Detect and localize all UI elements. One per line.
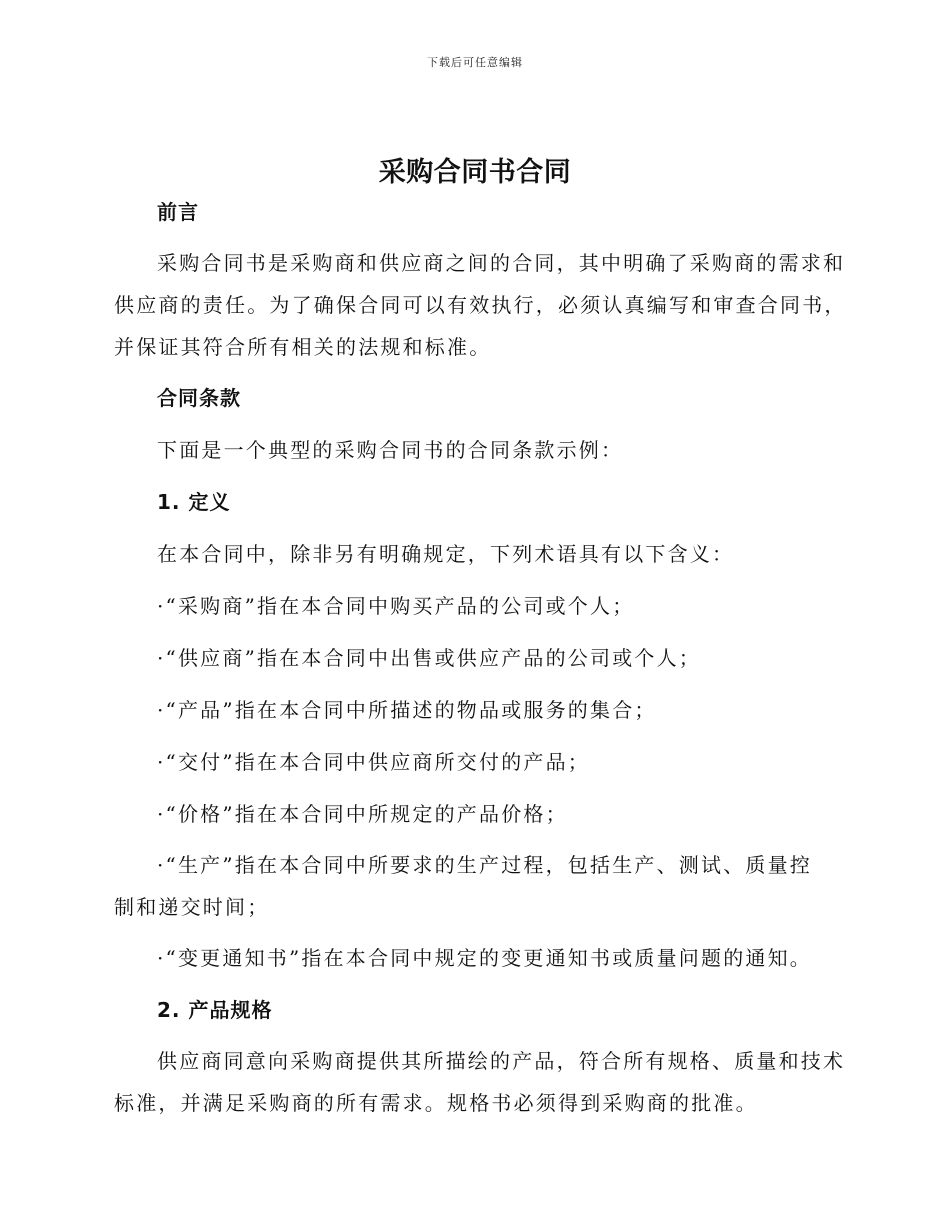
paragraph-line: 在本合同中，除非另有明确规定，下列术语具有以下含义： xyxy=(157,542,735,566)
section-heading-definitions: 1. 定义 xyxy=(157,490,231,514)
document-title: 采购合同书合同 xyxy=(378,157,572,188)
section-heading-preface: 前言 xyxy=(157,200,199,224)
definition-item: ·“采购商”指在本合同中购买产品的公司或个人； xyxy=(157,594,635,618)
definition-item: ·“变更通知书”指在本合同中规定的变更通知书或质量问题的通知。 xyxy=(157,946,813,970)
paragraph-line: 供应商同意向采购商提供其所描绘的产品，符合所有规格、质量和技术 xyxy=(157,1049,846,1073)
header-note: 下载后可任意编辑 xyxy=(427,56,523,69)
paragraph-line: 并保证其符合所有相关的法规和标准。 xyxy=(114,335,492,359)
paragraph-line: 下面是一个典型的采购合同书的合同条款示例： xyxy=(157,438,624,462)
definition-item: ·“产品”指在本合同中所描述的物品或服务的集合； xyxy=(157,698,657,722)
definition-item: ·“生产”指在本合同中所要求的生产过程，包括生产、测试、质量控 xyxy=(157,853,813,877)
paragraph-line: 采购合同书是采购商和供应商之间的合同，其中明确了采购商的需求和 xyxy=(157,251,846,275)
definition-item-continuation: 制和递交时间； xyxy=(114,895,270,919)
paragraph-line: 供应商的责任。为了确保合同可以有效执行，必须认真编写和审查合同书， xyxy=(114,293,847,317)
definition-item: ·“价格”指在本合同中所规定的产品价格； xyxy=(157,802,568,826)
section-heading-spec: 2. 产品规格 xyxy=(157,998,273,1022)
paragraph-line: 标准，并满足采购商的所有需求。规格书必须得到采购商的批准。 xyxy=(114,1091,758,1115)
section-heading-terms: 合同条款 xyxy=(157,386,241,410)
definition-item: ·“交付”指在本合同中供应商所交付的产品； xyxy=(157,750,591,774)
definition-item: ·“供应商”指在本合同中出售或供应产品的公司或个人； xyxy=(157,646,702,670)
